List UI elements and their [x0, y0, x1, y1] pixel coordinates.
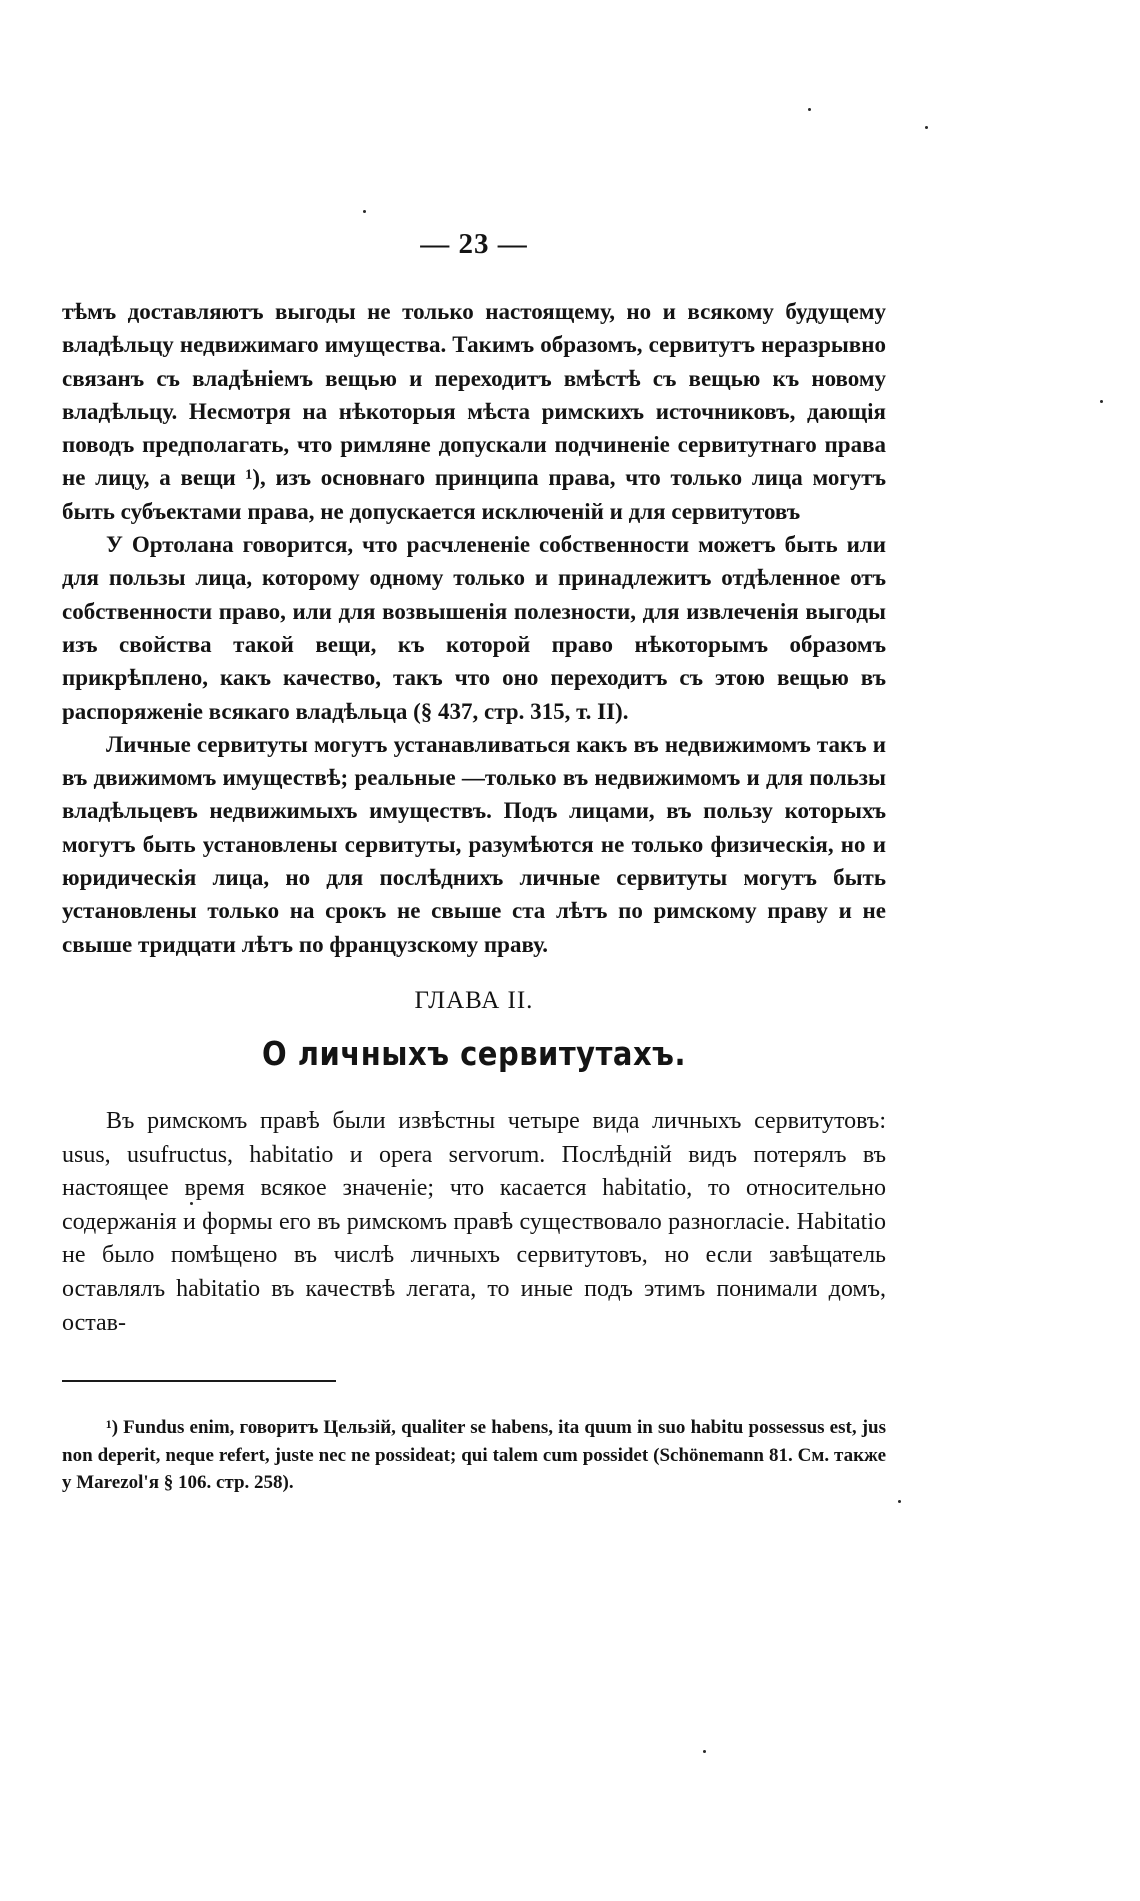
paragraph-roman-law: Въ римскомъ правѣ были извѣстны четыре вида личныхъ сервитутовъ: usus, usufructus, habitatio и opera servorum. Послѣдній видъ потерялъ въ настоящее время всякое значеніе; что касается habitatio, то относительно содержанія и формы его въ римскомъ правѣ существовало разногласіе. Habitatio не было помѣщено въ числѣ личныхъ сервитутовъ, но если завѣщатель оставлялъ habitatio въ качествѣ легата, то иные подъ этимъ понимали домъ, остав- [62, 1107, 886, 1336]
scan-speck [1100, 400, 1103, 403]
footnote: ¹) Fundus enim, говоритъ Цельзій, qualiter se habens, ita quum in suo habitu possessus est, jus non deperit, neque refert, juste nec ne possideat; qui talem cum possidet (Schönemann 81. См. также у Marezol'я § 106. стр. 258). [62, 1417, 886, 1494]
body-text-top [62, 295, 886, 961]
paragraph-personal-servitudes: Личные сервитуты могутъ устанавливаться какъ въ недвижимомъ такъ и въ движимомъ имуществѣ; реальные —только въ недвижимомъ и для пользы владѣльцевъ недвижимыхъ имуществъ. Подъ лицами, въ пользу которыхъ могутъ быть установлены сервитуты, разумѣются не только физическія, но и юридическія лица, но для послѣднихъ личные сервитуты могутъ быть установлены только на срокъ не свыше ста лѣтъ по римскому праву и не свыше тридцати лѣтъ по французскому праву. [62, 731, 886, 957]
page-number: — 23 — [420, 228, 528, 260]
scan-speck [808, 108, 811, 111]
chapter-body [62, 1105, 886, 1340]
scan-speck [703, 1750, 706, 1753]
paragraph-continuation: тѣмъ доставляютъ выгоды не только настоящему, но и всякому будущему владѣльцу недвижимаго имущества. Такимъ образомъ, сервитутъ неразрывно связанъ съ владѣніемъ вещью и переходитъ вмѣстѣ съ вещью къ новому владѣльцу. Несмотря на нѣкоторыя мѣста римскихъ источниковъ, дающія поводъ предполагать, что римляне допускали подчиненіе сервитутнаго права не лицу, а вещи ¹), изъ основнаго принципа права, что только лица могутъ быть субъектами права, не допускается исключеній и для сервитутовъ [62, 299, 886, 524]
chapter-title: О личныхъ сервитутахъ. [262, 1034, 686, 1073]
scan-speck [190, 1202, 193, 1205]
footnote-divider [62, 1380, 336, 1382]
paragraph-ortolan: У Ортолана говорится, что расчлененіе собственности можетъ быть или для пользы лица, которому одному только и принадлежитъ отдѣленное отъ собственности право, или для возвышенія полезности, для извлеченія выгоды изъ свойства такой вещи, къ которой право нѣкоторымъ образомъ прикрѣплено, какъ качество, такъ что оно переходитъ съ этою вещью въ распоряженіе всякаго владѣльца (§ 437, стр. 315, т. II). [62, 532, 886, 724]
scan-speck [925, 126, 928, 129]
book-page [62, 228, 886, 1497]
chapter-label: ГЛАВА II. [414, 986, 534, 1014]
scan-speck [363, 210, 366, 213]
scan-speck [898, 1500, 901, 1503]
